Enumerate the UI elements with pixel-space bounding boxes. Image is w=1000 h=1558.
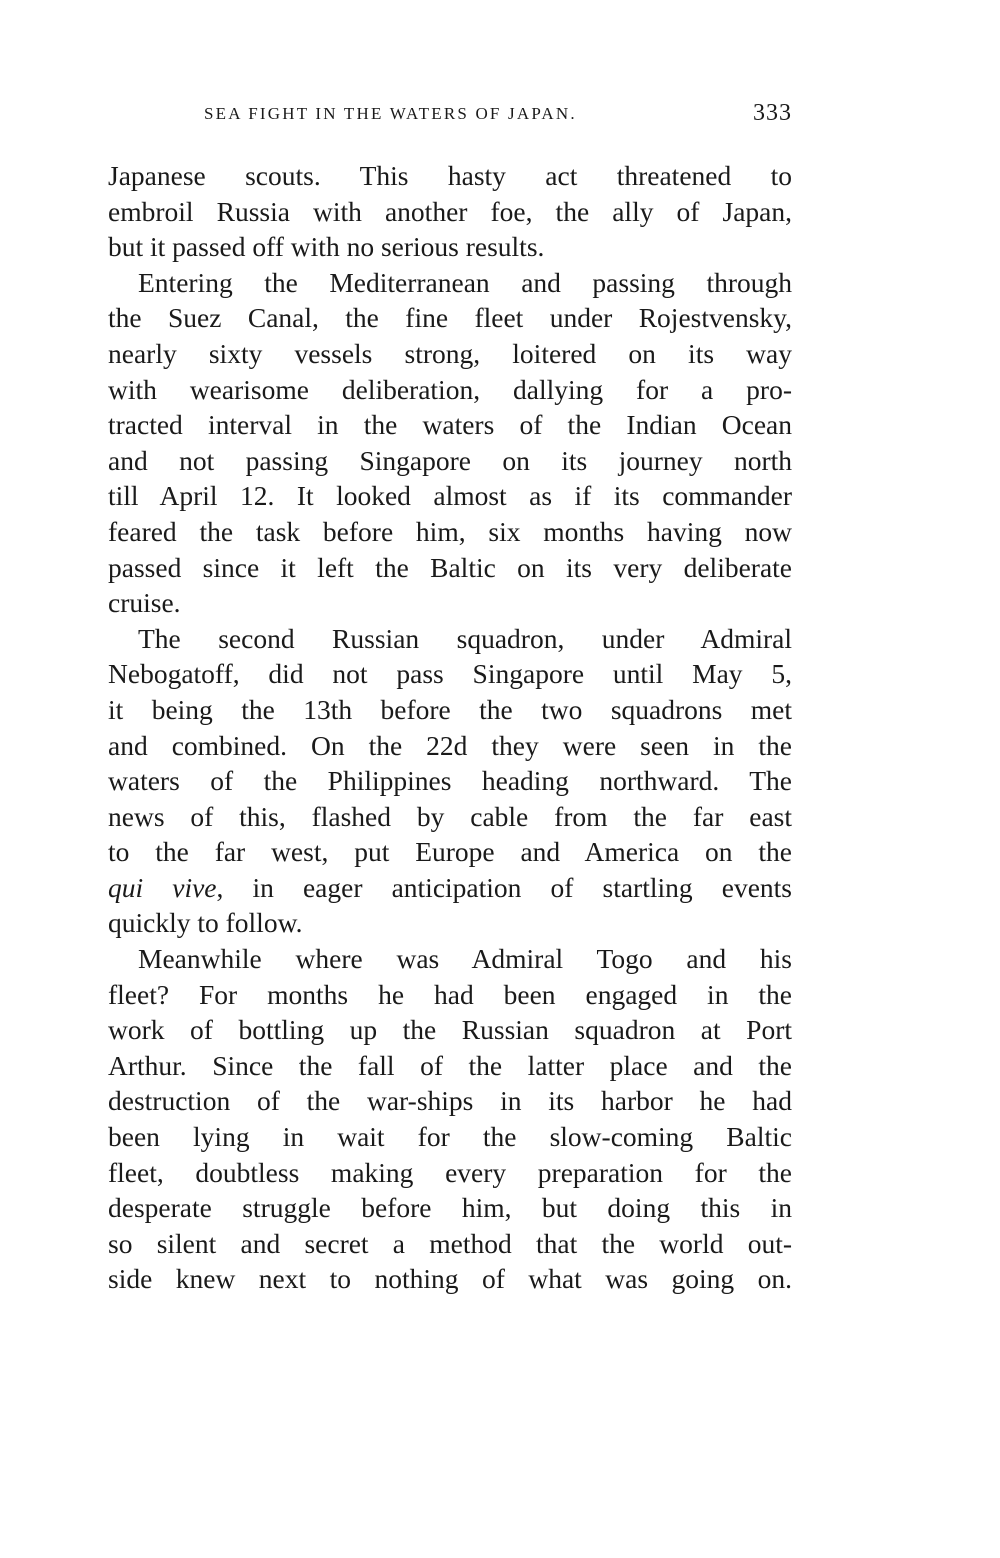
paragraph-1 [108,158,792,265]
text-line: passed since it left the Baltic on its very deliberate [108,551,792,583]
text-line: work of bottling up the Russian squadron at Port [108,1014,792,1046]
text-line: nearly sixty vessels strong, loitered on its way [108,337,792,369]
text-line: to the far west, put Europe and America on the [108,836,792,868]
text-segment: , in eager anticipation of startling events [216,871,792,903]
running-title: SEA FIGHT IN THE WATERS OF JAPAN. [204,104,577,123]
text-line: it being the 13th before the two squadrons met [108,693,792,725]
italic-phrase: qui vive [108,871,217,903]
paragraph-3 [108,621,792,941]
page-number: 333 [753,100,792,126]
text-line: Japanese scouts. This hasty act threatened to [108,160,792,191]
text-line: and combined. On the 22d they were seen in the [108,729,792,761]
body-text [108,158,792,1297]
text-line: Arthur. Since the fall of the latter place and the [108,1049,792,1081]
text-line: feared the task before him, six months having now [108,515,792,547]
text-line: with wearisome deliberation, dallying for a pro- [108,373,792,405]
text-line: Meanwhile where was Admiral Togo and his [138,943,792,975]
text-line: till April 12. It looked almost as if its commander [108,480,792,512]
text-line: fleet, doubtless making every preparation for the [108,1156,792,1188]
text-line: The second Russian squadron, under Admiral [138,622,792,654]
text-line: the Suez Canal, the fine fleet under Rojestvensky, [108,302,792,334]
text-line: Nebogatoff, did not pass Singapore until May 5, [108,658,792,690]
text-line: destruction of the war-ships in its harbor he had [108,1085,792,1117]
text-line: news of this, flashed by cable from the far east [108,800,792,832]
text-line: and not passing Singapore on its journey north [108,444,792,476]
text-line: been lying in wait for the slow-coming Baltic [108,1121,792,1153]
text-line: embroil Russia with another foe, the ally of Japan, [108,195,792,227]
text-line: desperate struggle before him, but doing this in [108,1192,792,1224]
text-line: fleet? For months he had been engaged in the [108,978,792,1010]
running-head [108,100,792,130]
paragraph-2 [108,265,792,621]
text-line: tracted interval in the waters of the Indian Ocean [108,409,792,441]
text-line: side knew next to nothing of what was going on. [108,1263,792,1295]
paragraph-4 [108,941,792,1297]
text-line [108,870,792,906]
text-line: but it passed off with no serious results. [108,231,545,263]
text-line: so silent and secret a method that the world out- [108,1227,792,1259]
text-line: waters of the Philippines heading northward. The [108,765,792,797]
text-line: Entering the Mediterranean and passing through [138,266,792,298]
text-line: cruise. [108,587,181,619]
text-line: quickly to follow. [108,907,303,939]
